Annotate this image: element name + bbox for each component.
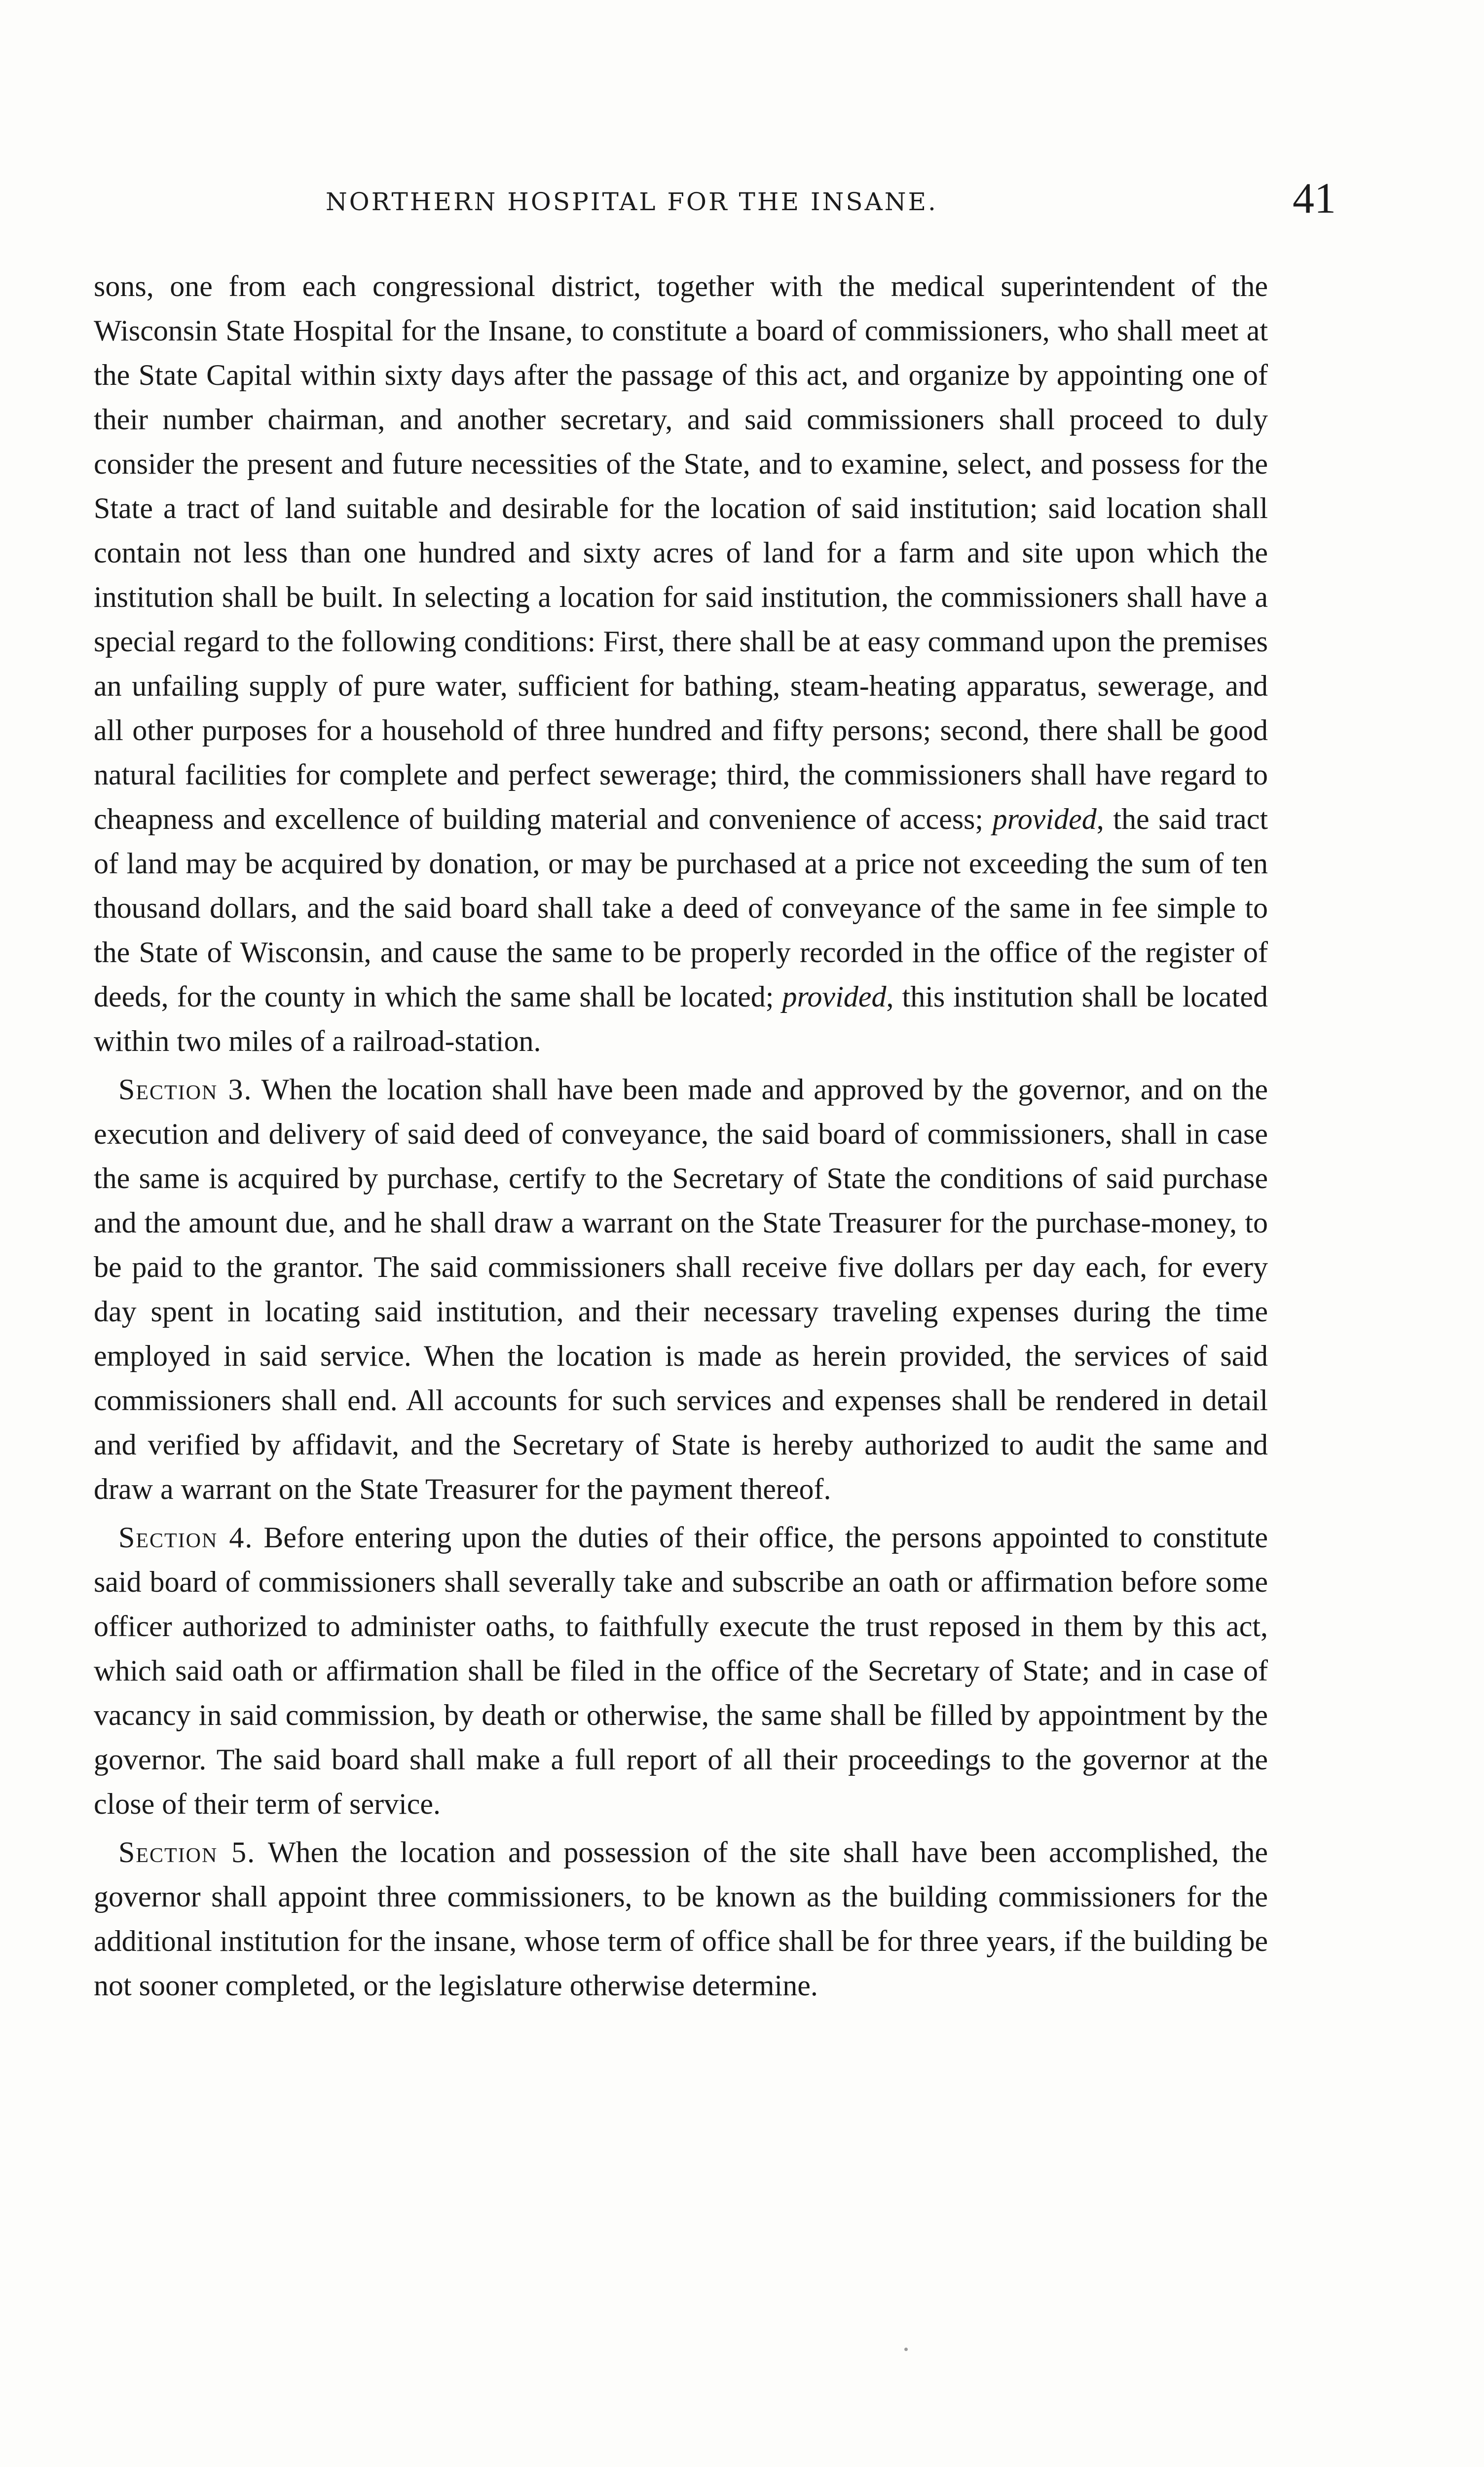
- paragraph-text: When the location shall have been made and approved by the governor, and on the execution and delivery of said deed of conveyance, the said board of commissioners, shall in case the same is acquired by purchase, certify to the Secretary of State the conditions of said purchase and the amount due, and he shall draw a warrant on the State Treasurer for the purchase-money, to be paid to the grantor. The said commissioners shall receive five dollars per day each, for every day spent in locating said institution, and their necessary traveling expenses during the time employed in said service. When the location is made as herein provided, the services of said commissioners shall end. All accounts for such services and expenses shall be rendered in detail and verified by affidavit, and the Secretary of State is hereby authorized to audit the same and draw a warrant on the State Treasurer for the payment thereof.: [94, 1073, 1268, 1505]
- paragraph-continuation: [94, 264, 1268, 1063]
- paragraph-section-4: [94, 1515, 1268, 1826]
- section-label: Section 4.: [118, 1521, 254, 1554]
- paragraph-section-5: [94, 1830, 1268, 2008]
- paragraph-text: , this institution shall be located within two miles of a railroad-station.: [94, 980, 1268, 1057]
- paper-speck: [904, 2348, 908, 2351]
- running-title: NORTHERN HOSPITAL FOR THE INSANE.: [326, 187, 938, 216]
- page-number: 41: [1293, 175, 1336, 223]
- italic-proviso: provided: [992, 803, 1097, 835]
- italic-proviso: provided: [782, 980, 887, 1013]
- paragraph-text: When the location and possession of the site shall have been accomplished, the governor shall appoint three commissioners, to be known as the building commissioners for the additional institution for the insane, whose term of office shall be for three years, if the building be not sooner completed, or the legislature otherwise determine.: [94, 1836, 1268, 2002]
- body-text: [94, 264, 1268, 2008]
- section-label: Section 3.: [118, 1073, 253, 1106]
- paragraph-text: Before entering upon the duties of their office, the persons appointed to constitute said board of commissioners shall severally take and subscribe an oath or affirmation before some officer authorized to administer oaths, to faithfully execute the trust reposed in them by this act, which said oath or affirmation shall be filed in the office of the Secretary of State; and in case of vacancy in said commission, by death or otherwise, the same shall be filled by appointment by the governor. The said board shall make a full report of all their proceedings to the governor at the close of their term of service.: [94, 1521, 1268, 1820]
- paragraph-text: sons, one from each congressional district, together with the medical superintendent of the Wisconsin State Hospital for the Insane, to constitute a board of commissioners, who shall meet at the State Capital within sixty days after the passage of this act, and organize by appointing one of their number chairman, and another secretary, and said commissioners shall proceed to duly consider the present and future necessities of the State, and to examine, select, and possess for the State a tract of land suitable and desirable for the location of said institution; said location shall contain not less than one hundred and sixty acres of land for a farm and site upon which the institution shall be built. In selecting a location for said institution, the commissioners shall have a special regard to the following conditions: First, there shall be at easy command upon the premises an unfailing supply of pure water, sufficient for bathing, steam-heating apparatus, sewerage, and all other purposes for a household of three hundred and fifty persons; second, there shall be good natural facilities for complete and perfect sewerage; third, the commissioners shall have regard to cheapness and excellence of building material and convenience of access;: [94, 270, 1268, 835]
- running-head: [0, 175, 1484, 237]
- paragraph-text: , the said tract of land may be acquired by donation, or may be purchased at a price not exceeding the sum of ten thousand dollars, and the said board shall take a deed of conveyance of the same in fee simple to the State of Wisconsin, and cause the same to be properly recorded in the office of the register of deeds, for the county in which the same shall be located;: [94, 803, 1268, 1013]
- paragraph-section-3: [94, 1067, 1268, 1511]
- section-label: Section 5.: [118, 1836, 256, 1869]
